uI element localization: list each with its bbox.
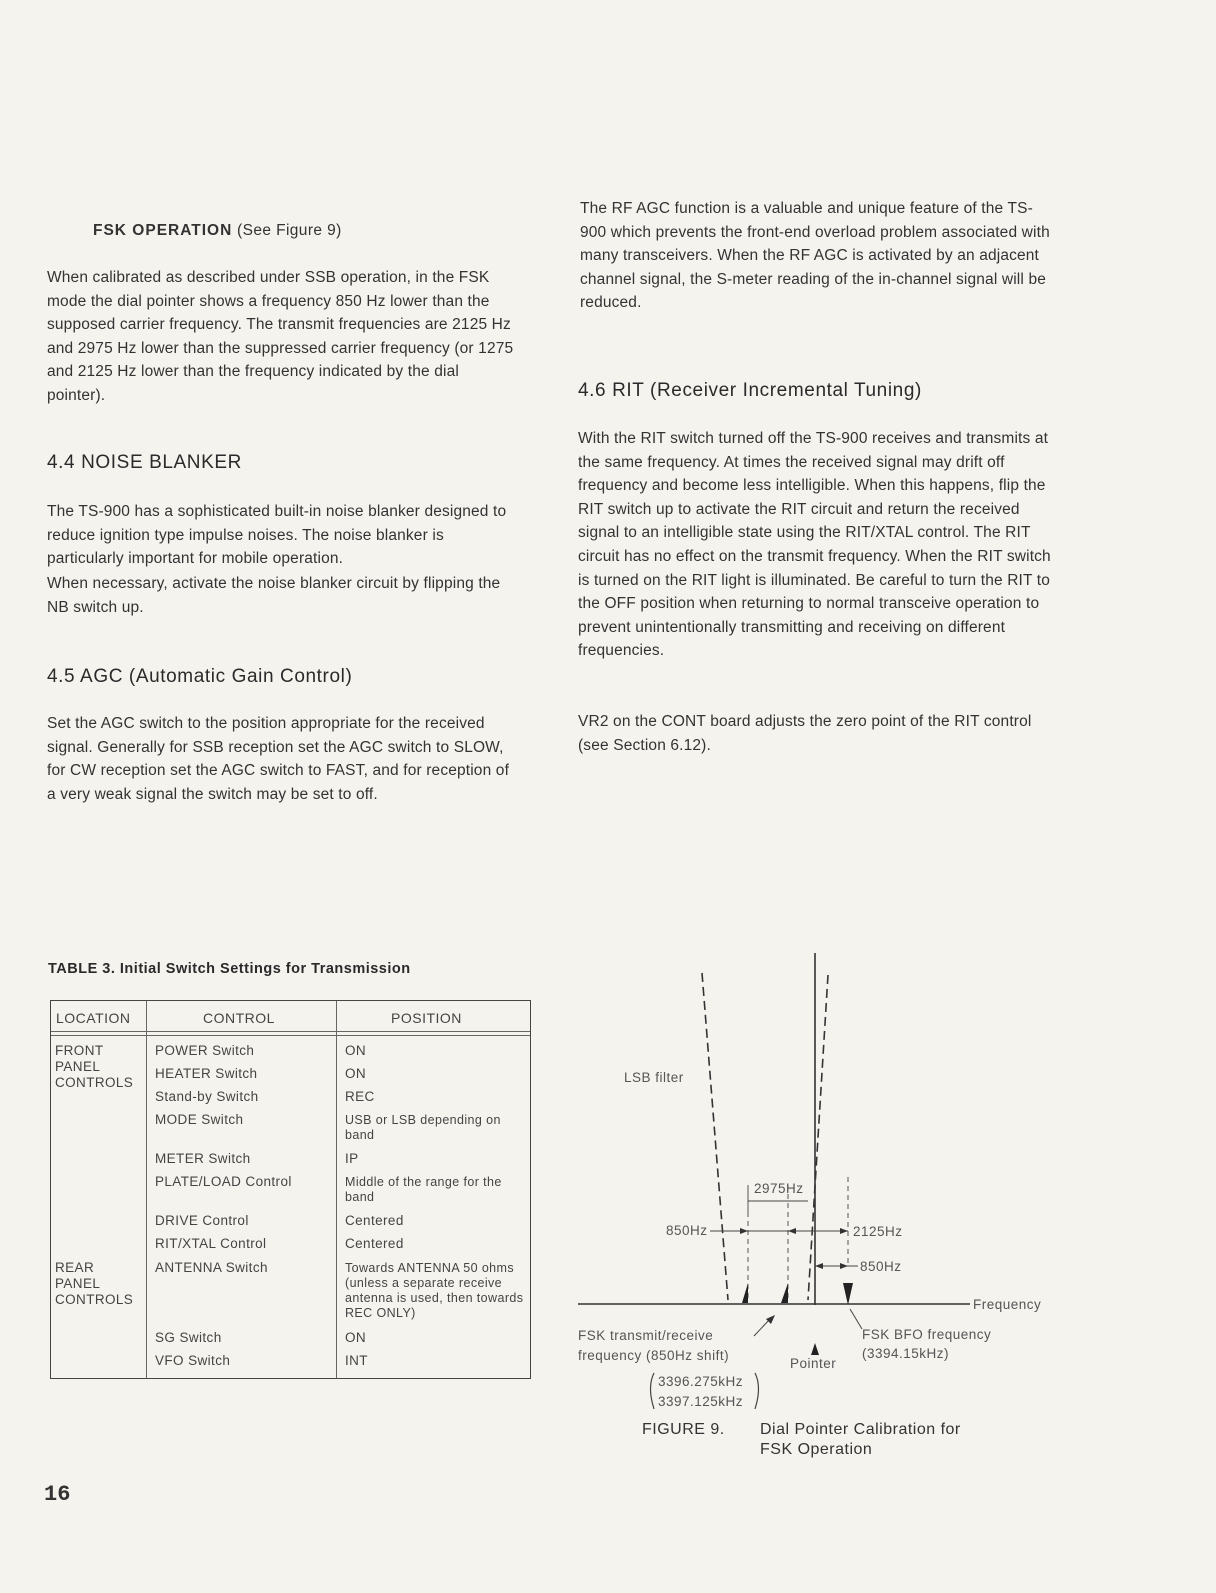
label-2125: 2125Hz [853,1224,903,1239]
header-position: POSITION [391,1010,462,1026]
label-2975: 2975Hz [754,1181,804,1196]
col-divider-1 [146,1001,147,1378]
location-front: FRONT PANEL CONTROLS [55,1043,134,1090]
noise-blanker-body-2: When necessary, activate the noise blanker circuit by flipping the NB switch up. [47,575,501,616]
rf-agc-body: The RF AGC function is a valuable and unique feature of the TS-900 which prevents the front-end overload problem associated with many transceivers. When the RF AGC is activated by an adjacent channel signal, the S-meter reading of the in-channel signal will be reduced. [580,200,1050,312]
space-tone-spike [781,1283,788,1303]
arrow-850r-b [840,1263,848,1269]
switch-settings-table [50,1000,531,1379]
header-location: LOCATION [56,1010,131,1026]
fsk-operation-heading [93,222,342,240]
page-number: 16 [44,1482,71,1507]
control-rit-xtal: RIT/XTAL Control [155,1236,267,1251]
figure-9-diagram [570,945,1060,1425]
arrow-850-left [740,1228,748,1234]
control-standby: Stand-by Switch [155,1089,259,1104]
bfo-marker [843,1283,853,1305]
fsk-body: When calibrated as described under SSB operation, in the FSK mode the dial pointer shows a frequency 850 Hz lower than the supposed carrier frequency. The transmit frequencies are 2125 Hz and 2975 Hz lower than the suppressed carrier frequency (or 1275 and 2125 Hz lower than the frequency indicated by the dial pointer). [47,269,514,404]
arrow-850-right [788,1228,796,1234]
control-vfo: VFO Switch [155,1353,231,1368]
label-khz-2: 3397.125kHz [658,1394,744,1409]
position-antenna: Towards ANTENNA 50 ohms (unless a separate receive antenna is used, then towards REC ONLY) [345,1261,524,1320]
label-lsb-filter: LSB filter [624,1070,684,1085]
agc-heading: 4.5 AGC (Automatic Gain Control) [47,666,353,687]
control-power: POWER Switch [155,1043,255,1058]
table-title: TABLE 3. Initial Switch Settings for Transmission [48,961,411,977]
location-rear: REAR PANEL CONTROLS [55,1260,134,1307]
control-drive: DRIVE Control [155,1213,249,1228]
leader-bfo [850,1309,862,1329]
arrow-2125 [840,1228,848,1234]
brace-right [755,1373,759,1409]
header-rule [51,1031,530,1032]
col-divider-2 [336,1001,337,1378]
label-bfo-2: (3394.15kHz) [862,1346,950,1361]
lsb-filter-left-skirt [702,973,728,1300]
rit-body-1: With the RIT switch turned off the TS-900 receives and transmits at the same frequency. At times the received signal may drift off frequency and become less intelligible. When this happens, flip the RIT switch up to activate the RIT circuit and return the received signal to an intelligible state using the RIT/XTAL control. The RIT circuit has no effect on the transmit frequency. When the RIT switch is turned on the RIT light is illuminated. Be careful to turn the RIT to the OFF position when returning to normal transceive operation to prevent unintentionally transmitting and receiving on different frequencies. [578,430,1051,660]
label-fsk-tr-1: FSK transmit/receive [578,1328,714,1343]
fsk-heading-ref: (See Figure 9) [237,222,342,239]
agc-body: Set the AGC switch to the position appropriate for the received signal. Generally for SSB reception set the AGC switch to SLOW, for CW reception set the AGC switch to FAST, and for reception of a very weak signal the switch may be set to off. [47,715,510,803]
control-sg: SG Switch [155,1330,222,1345]
control-antenna: ANTENNA Switch [155,1260,268,1275]
position-sg: ON [345,1330,367,1345]
label-khz-1: 3396.275kHz [658,1374,744,1389]
header-control: CONTROL [203,1010,275,1026]
label-850-left: 850Hz [666,1223,708,1238]
position-heater: ON [345,1066,367,1081]
label-bfo-1: FSK BFO frequency [862,1327,992,1342]
fsk-heading-title: FSK OPERATION [93,222,233,239]
pointer-arrow [811,1343,819,1355]
position-drive: Centered [345,1213,404,1228]
position-meter: IP [345,1151,359,1166]
position-rit-xtal: Centered [345,1236,404,1251]
figure-9-caption-number: FIGURE 9. [642,1421,725,1438]
leader-tx-head [766,1315,775,1324]
mark-tone-spike [742,1283,748,1303]
noise-blanker-heading: 4.4 NOISE BLANKER [47,452,242,473]
label-frequency: Frequency [973,1297,1042,1312]
rit-heading: 4.6 RIT (Receiver Incremental Tuning) [578,380,922,401]
rit-body-2: VR2 on the CONT board adjusts the zero point of the RIT control (see Section 6.12). [578,713,1032,754]
position-mode: USB or LSB depending on band [345,1113,501,1142]
control-mode: MODE Switch [155,1112,244,1127]
label-850-right: 850Hz [860,1259,902,1274]
brace-left [651,1373,655,1409]
control-meter: METER Switch [155,1151,251,1166]
label-pointer: Pointer [790,1356,837,1371]
position-standby: REC [345,1089,375,1104]
figure-9-caption-line-2: FSK Operation [760,1441,873,1458]
arrow-850r-a [815,1263,823,1269]
control-heater: HEATER Switch [155,1066,258,1081]
header-rule-double [51,1035,530,1036]
noise-blanker-body-1: The TS-900 has a sophisticated built-in noise blanker designed to reduce ignition type impulse noises. The noise blanker is particularly important for mobile operation. [47,503,507,568]
position-power: ON [345,1043,367,1058]
position-vfo: INT [345,1353,368,1368]
lsb-filter-right-skirt [808,975,828,1300]
figure-9-caption-line-1: Dial Pointer Calibration for [760,1421,961,1438]
control-plate-load: PLATE/LOAD Control [155,1174,292,1189]
leader-tx [754,1319,770,1336]
position-plate-load: Middle of the range for the band [345,1175,502,1204]
label-fsk-tr-2: frequency (850Hz shift) [578,1348,730,1363]
